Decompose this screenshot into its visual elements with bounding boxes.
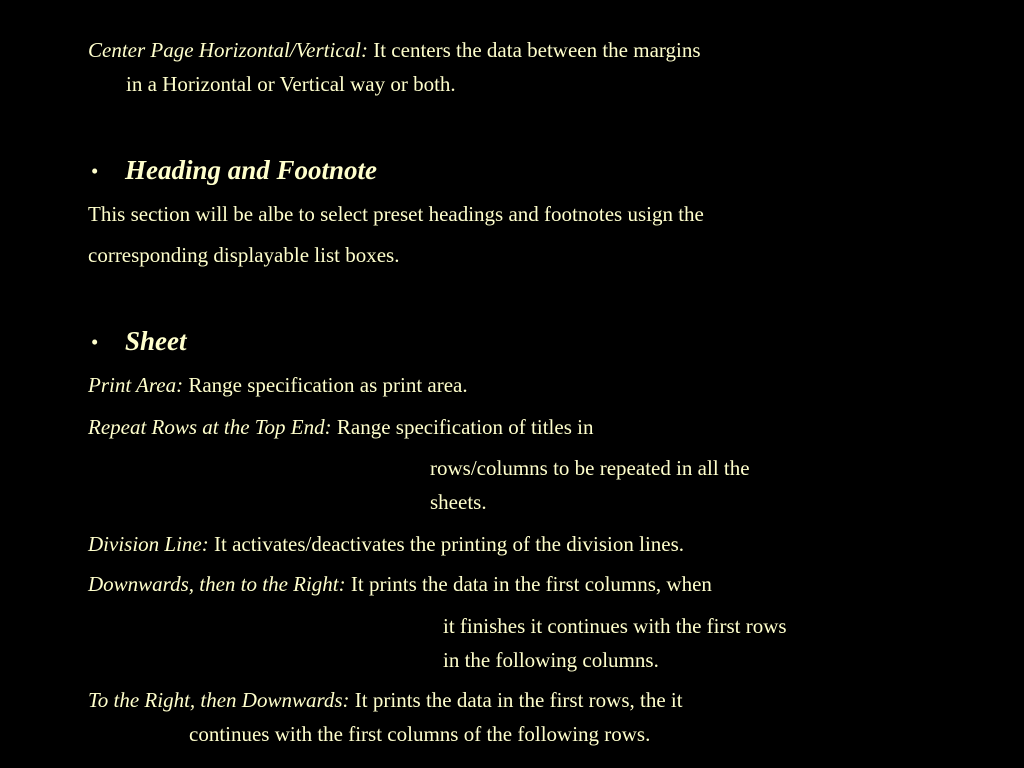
- downwards-right-label: Downwards, then to the Right:: [88, 572, 346, 596]
- right-downwards-text: It prints the data in the first rows, the it: [354, 688, 683, 712]
- heading-footnote-title: Heading and Footnote: [125, 155, 378, 185]
- center-page-text: It centers the data between the margins: [373, 38, 701, 62]
- repeat-rows-text-cont1: rows/columns to be repeated in all the: [430, 456, 750, 480]
- print-area-text: Range specification as print area.: [188, 373, 468, 397]
- heading-footnote-text: This section will be albe to select preset headings and footnotes usign the: [88, 202, 704, 226]
- repeat-rows-line: [88, 410, 593, 444]
- print-area-label: Print Area:: [88, 373, 184, 397]
- repeat-rows-label: Repeat Rows at the Top End:: [88, 415, 332, 439]
- print-area-line: [88, 368, 468, 402]
- center-page-text-cont: in a Horizontal or Vertical way or both.: [126, 72, 456, 96]
- downwards-right-text-cont2: in the following columns.: [443, 648, 659, 672]
- repeat-rows-text-cont2: sheets.: [430, 490, 487, 514]
- right-downwards-text-cont: continues with the first columns of the following rows.: [189, 722, 651, 746]
- bullet-sheet: •: [91, 330, 99, 354]
- bullet-heading-footnote: •: [91, 159, 99, 183]
- downwards-right-text: It prints the data in the first columns, when: [350, 572, 712, 596]
- repeat-rows-text: Range specification of titles in: [336, 415, 594, 439]
- center-page-line: [88, 33, 701, 67]
- heading-footnote-text-cont: corresponding displayable list boxes.: [88, 243, 400, 267]
- division-line-text: It activates/deactivates the printing of the division lines.: [214, 532, 685, 556]
- downwards-right-text-cont1: it finishes it continues with the first rows: [443, 614, 787, 638]
- sheet-title: Sheet: [125, 326, 187, 356]
- right-downwards-label: To the Right, then Downwards:: [88, 688, 350, 712]
- division-line-label: Division Line:: [88, 532, 209, 556]
- right-downwards-line: [88, 683, 683, 717]
- downwards-right-line: [88, 567, 712, 601]
- center-page-label: Center Page Horizontal/Vertical:: [88, 38, 368, 62]
- division-line-line: [88, 527, 684, 561]
